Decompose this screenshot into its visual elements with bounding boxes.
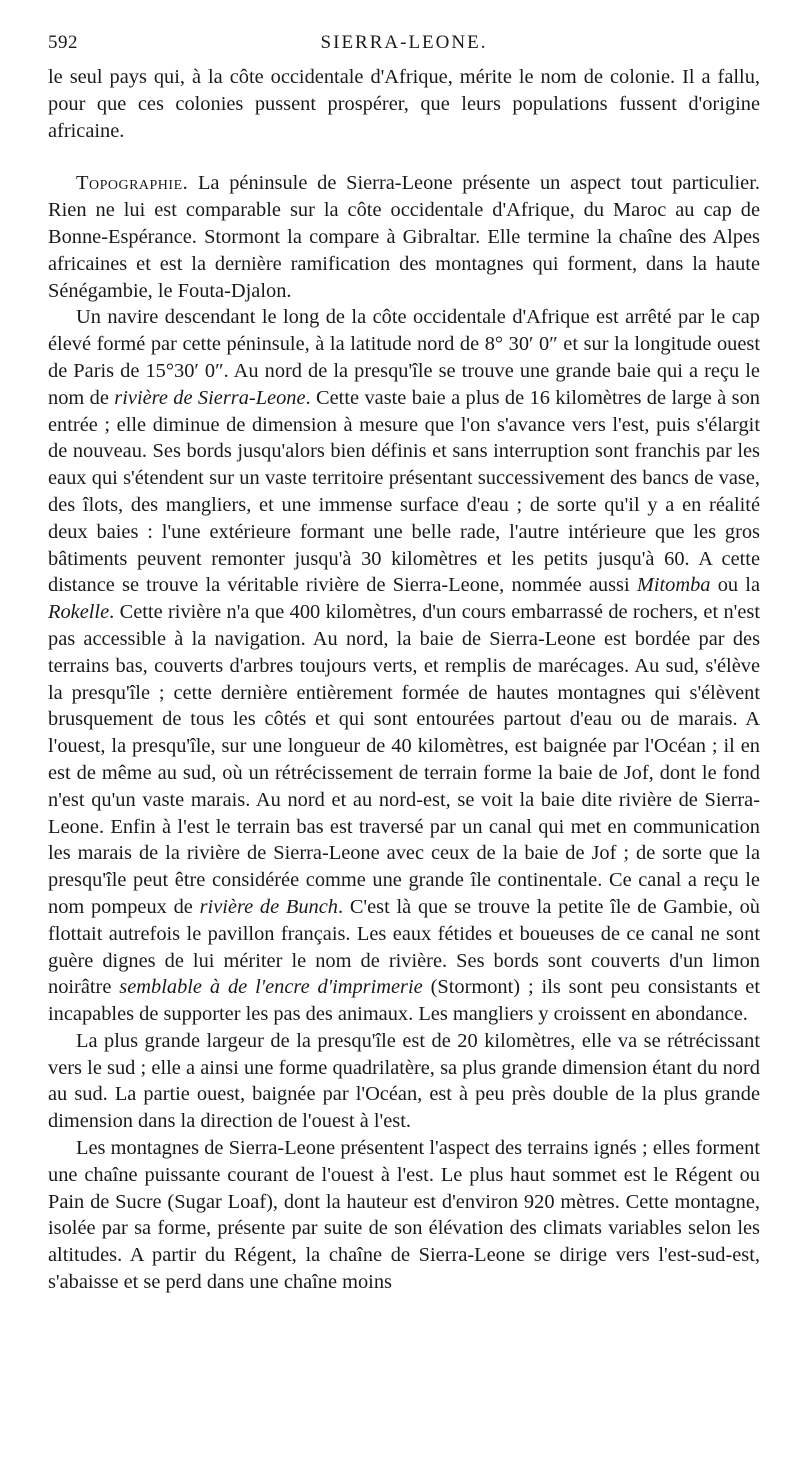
paragraph-topographie bbox=[48, 170, 760, 304]
paragraph-text: (Stormont) ; ils sont peu consistants et incapables de supporter les pas des animaux. Les mangliers y croissent en abondance. bbox=[48, 976, 760, 1026]
paragraph-continuation: le seul pays qui, à la côte occidentale d'Afrique, mérite le nom de colonie. Il a fallu, pour que ces colonies pussent prospérer, que leurs populations fussent d'origine africaine. bbox=[48, 66, 760, 142]
section-heading: Topographie. bbox=[76, 172, 189, 195]
italic-term: Rokelle bbox=[48, 601, 110, 624]
paragraph-text: ou la bbox=[710, 574, 760, 597]
paragraph-navire bbox=[48, 304, 760, 1028]
paragraph-text: . C'est là que se trouve la petite île de Gambie, où flottait autrefois le pavillon français. Les eaux fétides et boueuses de ce canal ne sont guère dignes de lui mériter le nom de rivière. Ses bords sont couverts d'un limon noirâtre bbox=[48, 895, 760, 999]
italic-term: rivière de Sierra-Leone bbox=[114, 386, 306, 409]
paragraph-text: . Cette rivière n'a que 400 kilomètres, d'un cours embarrassé de rochers, et n'est pas accessible à la navigation. Au nord, la baie de Sierra-Leone est bordée par des terrains bas, couverts d'arbres toujours verts, et remplis de marécages. Au sud, s'élève la presqu'île ; cette dernière entièrement formée de hautes montagnes qui s'élèvent brusquement de tous les côtés et qui sont entourées partout d'eau ou de marais. A l'ouest, la presqu'île, sur une longueur de 40 kilomètres, est baignée par l'Océan ; il en est de même au sud, où un rétrécissement de terrain forme la baie de Jof, dont le fond n'est qu'un vaste marais. Au nord et au nord-est, se voit la baie dite rivière de Sierra-Leone. Enfin à l'est le terrain bas est traversé par un canal qui met en communication les marais de la rivière de Sierra-Leone avec ceux de la baie de Jof ; de sorte que la presqu'île peut être considérée comme une grande île continentale. Ce canal a reçu le nom pompeux de bbox=[48, 601, 760, 918]
paragraph-text: Un navire descendant le long de la côte occidentale d'Afrique est arrêté par le cap élevé formé par cette péninsule, à la latitude nord de 8° 30′ 0″ et sur la longitude ouest de Paris de 15°30′ 0″. Au nord de la presqu'île se trouve une grande baie qui a reçu le nom de bbox=[48, 306, 760, 409]
paragraph-montagnes: Les montagnes de Sierra-Leone présentent l'aspect des terrains ignés ; elles forment une chaîne puissante courant de l'ouest à l'est. Le plus haut sommet est le Régent ou Pain de Sucre (Sugar Loaf), dont la hauteur est d'environ 920 mètres. Cette montagne, isolée par sa forme, présente par suite de son élévation des climats variables selon les altitudes. A partir du Régent, la chaîne de Sierra-Leone se dirige vers l'est-sud-est, s'abaisse et se perd dans une chaîne moins bbox=[48, 1137, 760, 1294]
italic-term: rivière de Bunch bbox=[199, 895, 338, 918]
page-number: 592 bbox=[48, 32, 78, 53]
paragraph-text: . Cette vaste baie a plus de 16 kilomètres de large à son entrée ; elle diminue de dimension à mesure que l'on s'avance vers l'est, puis s'élargit de nouveau. Ses bords jusqu'alors bien définis et sans interruption sont franchis par les eaux qui s'étendent sur un vaste territoire présentant successivement des bancs de vase, des îlots, des mangliers, et une immense surface d'eau ; de sorte qu'il y a en réalité deux baies : l'une extérieure formant une belle rade, l'autre intérieure que les gros bâtiments peuvent remonter jusqu'à 30 kilomètres et les petits jusqu'à 60. A cette distance se trouve la véritable rivière de Sierra-Leone, nommée aussi bbox=[48, 386, 760, 597]
italic-term: Mitomba bbox=[636, 574, 711, 597]
body-text bbox=[48, 64, 760, 1296]
paragraph-text: La péninsule de Sierra-Leone présente un aspect tout particulier. Rien ne lui est comparable sur la côte occidentale d'Afrique, du Maroc au cap de Bonne-Espérance. Stormont la compare à Gibraltar. Elle termine la chaîne des Alpes africaines et est la dernière ramification des montagnes qui forment, dans la haute Sénégambie, le Fouta-Djalon. bbox=[48, 172, 760, 302]
document-page bbox=[48, 26, 760, 1296]
italic-term: semblable à de l'encre d'imprimerie bbox=[119, 976, 423, 999]
running-title: SIERRA-LEONE. bbox=[320, 32, 488, 53]
paragraph-largeur: La plus grande largeur de la presqu'île est de 20 kilomètres, elle va se rétrécissant vers le sud ; elle a ainsi une forme quadrilatère, sa plus grande dimension étant du nord au sud. La partie ouest, baignée par l'Océan, est à peu près double de la plus grande dimension dans la direction de l'ouest à l'est. bbox=[48, 1029, 760, 1133]
page-header bbox=[48, 26, 760, 64]
